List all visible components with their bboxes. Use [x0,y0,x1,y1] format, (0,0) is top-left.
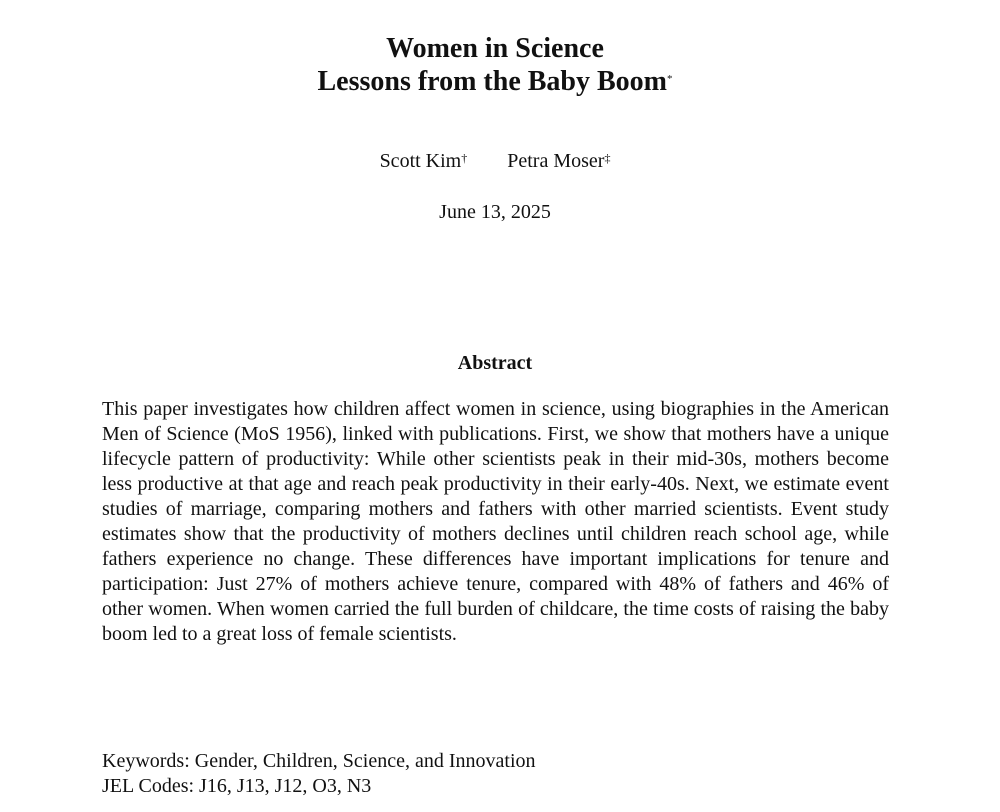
abstract-heading: Abstract [457,352,533,374]
author-name: Scott Kim [379,150,462,172]
author-footnote-mark: ‡ [604,151,611,165]
publication-date: June 13, 2025 [439,201,551,223]
title-footnote-mark: * [667,73,673,85]
title-text: Women in Science [386,33,604,64]
author-petra-moser [507,148,610,174]
paper-title-line1 [0,32,990,65]
author-name: Petra Moser [507,150,605,172]
keywords-line: Keywords: Gender, Children, Science, and Innovation [102,750,536,772]
jel-codes-line: JEL Codes: J16, J13, J12, O3, N3 [102,775,372,797]
abstract-body: This paper investigates how children affect women in science, using biographies in the American Men of Science (MoS 1956), linked with publications. First, we show that mothers have a unique lifecycle pattern of productivity: While other scientists peak in their mid-30s, mothers become less productive at that age and reach peak productivity in their early-40s. Next, we estimate event studies of marriage, comparing mothers and fathers with other married scientists. Event study estimates show that the productivity of mothers declines until children reach school age, while fathers experience no change. These differences have important implications for tenure and participation: Just 27% of mothers achieve tenure, compared with 48% of fathers and 46% of other women. When women carried the full burden of childcare, the time costs of raising the baby boom led to a great loss of female scientists. [102,398,889,645]
author-list [0,148,990,174]
paper-title-line2 [0,65,990,98]
author-footnote-mark: † [461,151,468,165]
author-scott-kim [380,148,468,174]
subtitle-text: Lessons from the Baby Boom [317,66,667,97]
